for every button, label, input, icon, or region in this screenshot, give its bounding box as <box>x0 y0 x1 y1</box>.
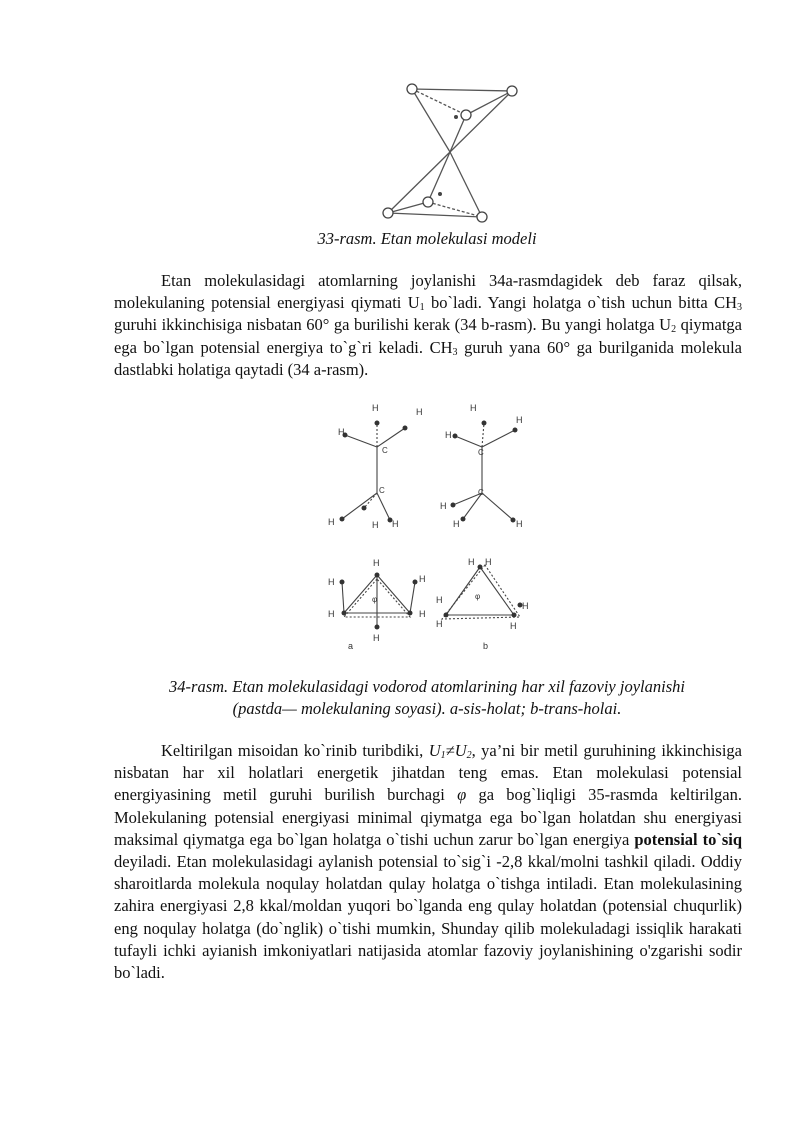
svg-text:b: b <box>483 641 489 651</box>
svg-text:C: C <box>478 488 484 497</box>
svg-text:H: H <box>338 427 345 437</box>
projection-b <box>436 557 529 651</box>
svg-text:H: H <box>392 519 399 529</box>
side-view-a <box>328 403 423 530</box>
svg-text:φ: φ <box>372 595 378 604</box>
paragraph-1: Etan molekulasidagi atomlarning joylanishi 34a-rasmdagidek deb faraz qilsak, molekulaning potensial energiyasi qiymati $U_1$ bo`ladi. Yangi holatga o`tish uchun bitta $CH_3$ guruhi ikkinchisiga nisbatan 60° ga burilishi kerak (34 b-rasm). Bu yangi holatga $U_2$ qiymatga ega bo`lgan potensial energiya to`g`ri keladi. $CH_3$ guruh yana 60° ga burilganida molekula dastlabki holatiga qaytadi (34 a-rasm). <box>114 271 742 379</box>
svg-text:H: H <box>419 609 426 619</box>
side-view-b <box>440 403 523 529</box>
svg-text:C: C <box>379 486 385 495</box>
svg-text:a: a <box>348 641 354 651</box>
svg-text:H: H <box>416 407 423 417</box>
svg-text:H: H <box>436 595 443 605</box>
ethane-model-figure <box>370 82 530 227</box>
svg-text:H: H <box>373 558 380 568</box>
svg-text:H: H <box>516 415 523 425</box>
svg-text:H: H <box>372 403 379 413</box>
svg-text:H: H <box>419 574 426 584</box>
ethane-conformations-figure <box>320 395 540 657</box>
svg-text:H: H <box>468 557 475 567</box>
svg-text:H: H <box>328 609 335 619</box>
svg-text:H: H <box>453 519 460 529</box>
svg-text:H: H <box>436 619 443 629</box>
paragraph-2: Keltirilgan misoidan ko`rinib turibdiki, $U_1\ne U_2$, ya’ni bir metil guruhining ikkinchisiga nisbatan har xil holatlari energetik jihatdan teng emas. Etan molekulasi potensial energiyasining metil guruhi burilish burchagi φ ga bog`liqligi 35-rasmda keltirilgan. Molekulaning potensial energiyasi minimal qiymatga ega bo`lgan holatdan shu energiyasi maksimal qiymatga ega bo`lgan holatga o`tishi uchun zarur bo`lgan energiya potensial to`siq deyiladi. Etan molekulasidagi aylanish potensial to`sig`i -2,8 kkal/molni tashkil qiladi. Oddiy sharoitlarda molekula noqulay holatdan qulay holatga o`tishga intiladi. Etan molekulasining zahira energiyasi 2,8 kkal/moldan yuqori bo`lganda eng qulay holatdan (potensial chuqurlik) eng noqulay holatga (do`nglik) o`tishi mumkin, Shunday qilib molekuladagi issiqlik harakati tufayli ichki ayianish imkoniyatlari natijasida atomlar fazoviy joylanishining o'zgarishi sodir bo`ladi. <box>114 741 743 983</box>
svg-text:H: H <box>470 403 477 413</box>
svg-text:C: C <box>478 448 484 457</box>
svg-text:H: H <box>328 517 335 527</box>
figure-34-caption-line-1: 34-rasm. Etan molekulasidagi vodorod atomlarining har xil fazoviy joylanishi <box>169 677 685 696</box>
svg-text:H: H <box>372 520 379 530</box>
svg-text:φ: φ <box>475 592 481 601</box>
svg-text:H: H <box>328 577 335 587</box>
svg-text:H: H <box>445 430 452 440</box>
svg-text:H: H <box>510 621 517 631</box>
figure-33-caption: 33-rasm. Etan molekulasi modeli <box>317 229 537 248</box>
svg-text:H: H <box>522 601 529 611</box>
svg-text:H: H <box>440 501 447 511</box>
svg-text:C: C <box>382 446 388 455</box>
figure-34-caption-line-2: (pastda— molekulaning soyasi). a-sis-holat; b-trans-holai. <box>232 699 622 718</box>
svg-text:H: H <box>485 557 492 567</box>
svg-text:H: H <box>516 519 523 529</box>
projection-a <box>328 558 426 651</box>
svg-text:H: H <box>373 633 380 643</box>
